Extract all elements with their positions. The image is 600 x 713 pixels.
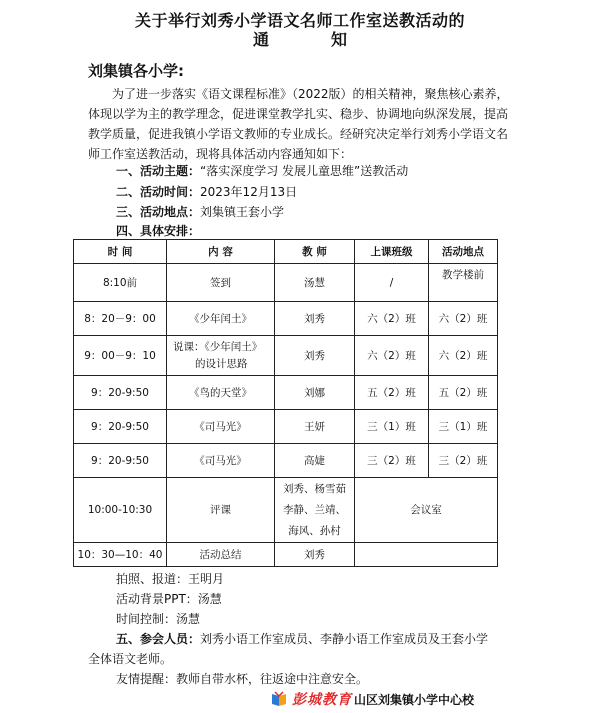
header-teacher: 教 师 bbox=[275, 240, 355, 264]
table-row: 9：20-9:50 《司马光》 高婕 三（2）班 三（2）班 bbox=[74, 444, 498, 478]
book-logo-icon bbox=[270, 690, 288, 708]
table-row: 9：20-9:50 《司马光》 王妍 三（1）班 三（1）班 bbox=[74, 410, 498, 444]
reminder: 友情提醒：教师自带水杯，往返途中注意安全。 bbox=[116, 672, 369, 686]
watermark-school: 山区刘集镇小学中心校 bbox=[354, 692, 475, 707]
table-row: 9：20-9:50 《鸟的天堂》 刘娜 五（2）班 五（2）班 bbox=[74, 376, 498, 410]
intro-paragraph: 为了进一步落实《语文课程标准》（2022版）的相关精神，聚焦核心素养，体现以学为主的教学理念，促进课堂教学扎实、稳步、协调地向纵深发展，提高教学质量，促进我镇小学语文教师的专业成长。经研究决定举行刘秀小学语文名师工作室送教活动，现将具体活动内容通知如下： bbox=[88, 87, 509, 161]
header-time: 时 间 bbox=[74, 240, 167, 264]
schedule-table bbox=[73, 239, 498, 567]
participants: 五、参会人员：刘秀小语工作室成员、李静小语工作室成员及王套小学 bbox=[116, 632, 489, 646]
header-place: 活动地点 bbox=[429, 240, 498, 264]
table-row: 8:10前 签到 汤慧 / 教学楼前 bbox=[74, 264, 498, 302]
salutation: 刘集镇各小学: bbox=[88, 62, 184, 80]
participants-cont: 全体语文老师。 bbox=[88, 652, 173, 666]
table-row: 9：00－9：10 说课：《少年闰土》 的设计思路 刘秀 六（2）班 六（2）班 bbox=[74, 336, 498, 376]
title-char-1: 通 bbox=[252, 30, 269, 49]
table-row: 10:00-10:30 评课 刘秀、杨雪茹 李静、兰靖、 海风、孙村 会议室 bbox=[74, 478, 498, 543]
watermark-brand: 彭城教育 bbox=[292, 692, 352, 708]
document-title-line2 bbox=[0, 27, 600, 50]
item-time: 二、活动时间：2023年12月13日 bbox=[116, 185, 298, 199]
header-content: 内 容 bbox=[167, 240, 275, 264]
photo-credit: 拍照、报道：王明月 bbox=[116, 572, 225, 586]
watermark bbox=[270, 688, 474, 710]
title-char-2: 知 bbox=[331, 30, 348, 49]
table-row: 8：20－9：00 《少年闰土》 刘秀 六（2）班 六（2）班 bbox=[74, 302, 498, 336]
header-class: 上课班级 bbox=[355, 240, 429, 264]
item-theme: 一、活动主题：“落实深度学习 发展儿童思维”送教活动 bbox=[116, 164, 409, 178]
table-header-row bbox=[74, 240, 498, 264]
timing-credit: 时间控制：汤慧 bbox=[116, 612, 201, 626]
table-row: 10：30—10：40 活动总结 刘秀 bbox=[74, 543, 498, 567]
item-schedule: 四、具体安排： bbox=[116, 224, 201, 238]
ppt-credit: 活动背景PPT：汤慧 bbox=[116, 592, 222, 606]
document-title: 关于举行刘秀小学语文名师工作室送教活动的 bbox=[134, 11, 465, 30]
item-location: 三、活动地点：刘集镇王套小学 bbox=[116, 205, 285, 219]
